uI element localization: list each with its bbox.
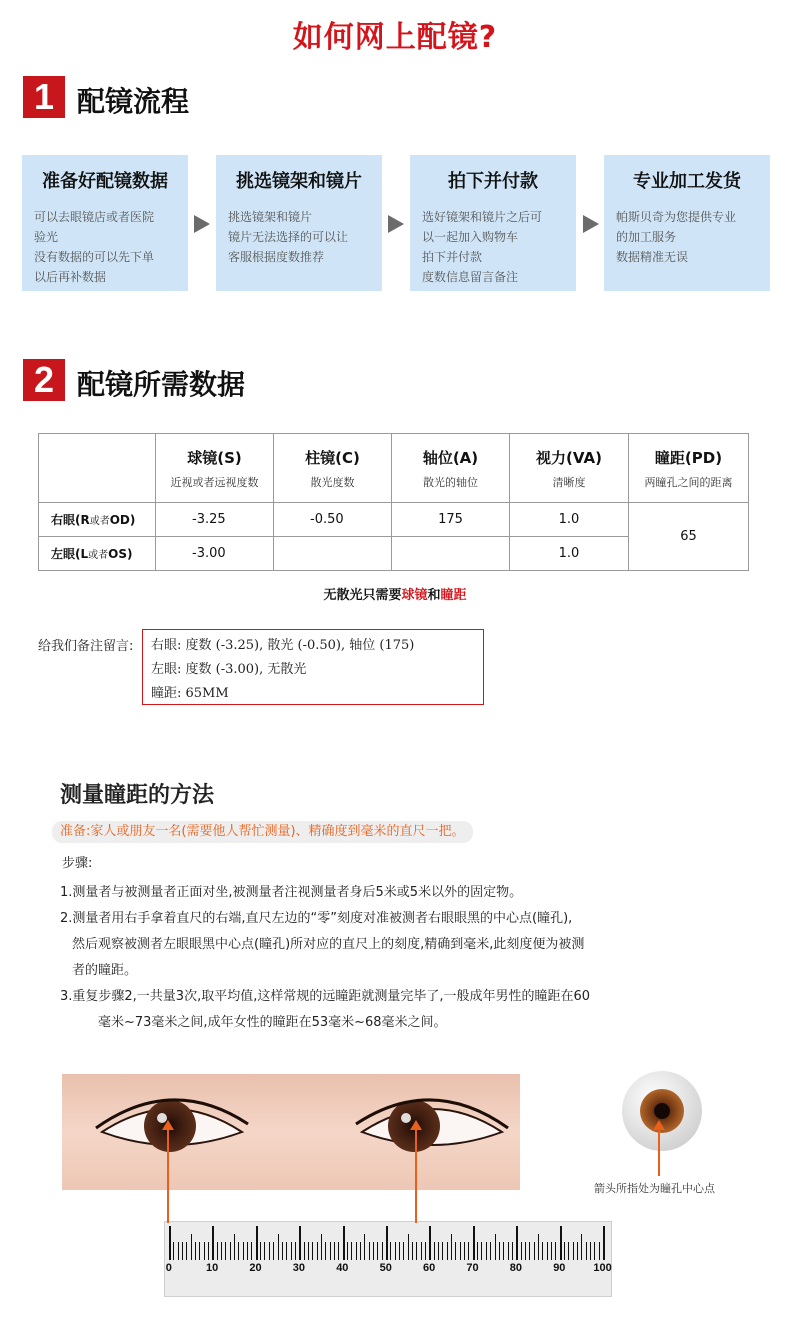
remark-line: 瞳距: 65MM (151, 686, 229, 701)
ruler-tick (525, 1242, 526, 1260)
section-1-number: 1 (23, 76, 65, 118)
ruler-tick (521, 1242, 522, 1260)
ruler-tick (386, 1226, 388, 1260)
ruler-tick (225, 1242, 226, 1260)
step-line: 没有数据的可以先下单 (34, 250, 155, 264)
ruler-tick (347, 1242, 348, 1260)
ruler-tick (586, 1242, 587, 1260)
ruler-tick (304, 1242, 305, 1260)
ruler-tick (212, 1226, 214, 1260)
ruler-tick (455, 1242, 456, 1260)
ruler-tick (256, 1226, 258, 1260)
ruler-tick (395, 1242, 396, 1260)
ruler-tick (451, 1234, 452, 1260)
remark-line: 左眼: 度数 (-3.00), 无散光 (151, 662, 307, 677)
ruler-tick (317, 1242, 318, 1260)
right-axis-value: 175 (392, 503, 510, 537)
ruler-tick (473, 1226, 475, 1260)
ruler-tick (325, 1242, 326, 1260)
ruler-tick (191, 1234, 192, 1260)
ruler-tick (186, 1242, 187, 1260)
ruler-tick (594, 1242, 595, 1260)
page-title: 如何网上配镜? (292, 20, 498, 55)
ruler-tick (377, 1242, 378, 1260)
ruler-tick (547, 1242, 548, 1260)
remark-sample-box (142, 629, 484, 705)
ruler-tick (399, 1242, 400, 1260)
ruler-tick (238, 1242, 239, 1260)
ruler-tick (369, 1242, 370, 1260)
ruler-tick (486, 1242, 487, 1260)
ruler-tick (542, 1242, 543, 1260)
ruler-tick (603, 1226, 605, 1260)
ruler-tick (278, 1234, 279, 1260)
table-corner-cell (39, 434, 156, 503)
measure-title: 测量瞳距的方法 (60, 783, 215, 808)
ruler-tick (468, 1242, 469, 1260)
ruler-tick (421, 1242, 422, 1260)
ruler-tick (282, 1242, 283, 1260)
step-line: 帕斯贝奇为您提供专业 (616, 210, 737, 224)
step-title: 专业加工发货 (633, 171, 741, 192)
ruler-tick (321, 1234, 322, 1260)
ruler-tick (204, 1242, 205, 1260)
left-axis-value (392, 537, 510, 571)
ruler-tick (382, 1242, 383, 1260)
ruler-tick (573, 1242, 574, 1260)
ruler-tick (464, 1242, 465, 1260)
step-title: 准备好配镜数据 (42, 171, 168, 192)
ruler-tick (230, 1242, 231, 1260)
header-pd: 瞳距(PD) 两瞳孔之间的距离 (629, 434, 749, 503)
ruler-tick (286, 1242, 287, 1260)
ruler-tick (364, 1234, 365, 1260)
step-line: 数据精准无误 (616, 250, 689, 264)
ruler-tick (590, 1242, 591, 1260)
header-va: 视力(VA) 清晰度 (510, 434, 629, 503)
ruler-tick (599, 1242, 600, 1260)
ruler-tick (481, 1242, 482, 1260)
ruler-label: 70 (466, 1262, 479, 1274)
step-text-line: 然后观察被测者左眼眼黑中心点(瞳孔)所对应的直尺上的刻度,精确到毫米,此刻度便为被测 (72, 937, 585, 952)
step-line: 以后再补数据 (34, 270, 107, 284)
ruler-tick (516, 1226, 518, 1260)
step-line: 的加工服务 (616, 230, 677, 244)
note-keyword-sphere: 球镜 (401, 588, 428, 603)
ruler-tick (269, 1242, 270, 1260)
section-2-title: 配镜所需数据 (77, 368, 246, 401)
ruler-tick (477, 1242, 478, 1260)
step-line: 以一起加入购物车 (422, 230, 519, 244)
pupil-arrow-line (658, 1126, 660, 1176)
ruler-tick (338, 1242, 339, 1260)
ruler-tick (412, 1242, 413, 1260)
step-text-line: 者的瞳距。 (72, 963, 138, 978)
section-1-title: 配镜流程 (77, 85, 190, 118)
arrow-right-icon (388, 215, 404, 233)
ruler-tick (356, 1242, 357, 1260)
ruler-tick (434, 1242, 435, 1260)
ruler-tick (564, 1242, 565, 1260)
remark-label: 给我们备注留言: (38, 639, 134, 654)
ruler-tick (555, 1242, 556, 1260)
ruler-tick (195, 1242, 196, 1260)
prescription-table (38, 433, 749, 571)
ruler-tick (208, 1242, 209, 1260)
process-step-2 (216, 155, 382, 291)
process-step-1 (22, 155, 188, 291)
ruler-tick (512, 1242, 513, 1260)
step-line: 选好镜架和镜片之后可 (422, 210, 543, 224)
right-sphere-value: -3.25 (156, 503, 274, 537)
ruler-tick (234, 1234, 235, 1260)
ruler-label: 0 (165, 1262, 172, 1274)
right-va-value: 1.0 (510, 503, 629, 537)
ruler-tick (308, 1242, 309, 1260)
left-eye-label: 左眼(L或者OS) (39, 537, 156, 571)
remark-line: 右眼: 度数 (-3.25), 散光 (-0.50), 轴位 (175) (151, 638, 415, 653)
step-text-line: 3.重复步骤2,一共量3次,取平均值,这样常规的远瞳距就测量完毕了,一般成年男性的瞳距在60 (60, 989, 591, 1004)
eyes-photo (62, 1074, 520, 1190)
ruler-tick (403, 1242, 404, 1260)
ruler-tick (247, 1242, 248, 1260)
pupil-caption: 箭头所指处为瞳孔中心点 (594, 1182, 715, 1195)
process-step-3 (410, 155, 576, 291)
step-text-line: 2.测量者用右手拿着直尺的右端,直尺左边的“零”刻度对准被测者右眼眼黑的中心点(瞳孔), (60, 911, 573, 926)
ruler-tick (273, 1242, 274, 1260)
ruler-tick (173, 1242, 174, 1260)
header-sphere: 球镜(S) 近视或者远视度数 (156, 434, 274, 503)
step-line: 客服根据度数推荐 (228, 250, 325, 264)
ruler-tick (442, 1242, 443, 1260)
left-cylinder-value (274, 537, 392, 571)
ruler-tick (373, 1242, 374, 1260)
ruler-tick (429, 1226, 431, 1260)
ruler-tick (312, 1242, 313, 1260)
ruler-tick (251, 1242, 252, 1260)
ruler-tick (438, 1242, 439, 1260)
ruler-tick (425, 1242, 426, 1260)
steps-label: 步骤: (62, 856, 93, 871)
left-va-value: 1.0 (510, 537, 629, 571)
ruler-tick (243, 1242, 244, 1260)
eyes-illustration (62, 1074, 520, 1190)
arrow-right-icon (194, 215, 210, 233)
no-astigmatism-note: 无散光只需要球镜和瞳距 (323, 588, 467, 603)
pupil-example-icon (620, 1069, 704, 1153)
arrow-up-icon (410, 1120, 422, 1130)
ruler-tick (534, 1242, 535, 1260)
ruler-tick (217, 1242, 218, 1260)
ruler-tick (169, 1226, 171, 1260)
ruler-tick (299, 1226, 301, 1260)
ruler-label: 30 (292, 1262, 306, 1274)
ruler-tick (568, 1242, 569, 1260)
ruler-tick (460, 1242, 461, 1260)
ruler-tick (260, 1242, 261, 1260)
left-pupil-arrow-line (167, 1127, 169, 1223)
process-step-4 (604, 155, 770, 291)
ruler-tick (508, 1242, 509, 1260)
ruler-tick (330, 1242, 331, 1260)
ruler-label: 60 (423, 1262, 436, 1274)
left-sphere-value: -3.00 (156, 537, 274, 571)
ruler-label: 50 (379, 1262, 392, 1274)
ruler-tick (503, 1242, 504, 1260)
ruler (164, 1221, 612, 1297)
note-keyword-pd: 瞳距 (440, 588, 467, 603)
step-line: 镜片无法选择的可以让 (228, 230, 349, 244)
right-eye-label: 右眼(R或者OD) (39, 503, 156, 537)
ruler-tick (343, 1226, 345, 1260)
step-title: 挑选镜架和镜片 (236, 171, 362, 192)
header-cylinder: 柱镜(C) 散光度数 (274, 434, 392, 503)
step-line: 可以去眼镜店或者医院 (34, 210, 155, 224)
ruler-tick (490, 1242, 491, 1260)
ruler-tick (581, 1234, 582, 1260)
arrow-up-icon (162, 1120, 174, 1130)
ruler-tick (360, 1242, 361, 1260)
ruler-tick (199, 1242, 200, 1260)
step-line: 验光 (34, 230, 59, 244)
step-line: 拍下并付款 (422, 250, 483, 264)
ruler-tick (264, 1242, 265, 1260)
step-text-line: 毫米~73毫米之间,成年女性的瞳距在53毫米~68毫米之间。 (98, 1015, 447, 1030)
arrow-right-icon (583, 215, 599, 233)
step-title: 拍下并付款 (448, 171, 538, 192)
ruler-tick (447, 1242, 448, 1260)
arrow-up-icon (653, 1120, 665, 1130)
ruler-tick (221, 1242, 222, 1260)
section-2-number: 2 (23, 359, 65, 401)
header-axis: 轴位(A) 散光的轴位 (392, 434, 510, 503)
ruler-tick (495, 1234, 496, 1260)
ruler-tick (295, 1242, 296, 1260)
pd-value: 65 (629, 503, 749, 571)
ruler-tick (182, 1242, 183, 1260)
ruler-tick (529, 1242, 530, 1260)
ruler-label: 100 (593, 1262, 612, 1274)
ruler-label: 10 (206, 1262, 219, 1274)
ruler-tick (291, 1242, 292, 1260)
ruler-tick (577, 1242, 578, 1260)
ruler-tick (416, 1242, 417, 1260)
ruler-tick (334, 1242, 335, 1260)
ruler-tick (390, 1242, 391, 1260)
ruler-label: 90 (553, 1262, 566, 1274)
preparation-note: 准备:家人或朋友一名(需要他人帮忙测量)、精确度到毫米的直尺一把。 (52, 821, 473, 843)
ruler-label: 40 (336, 1262, 349, 1274)
ruler-tick (538, 1234, 539, 1260)
ruler-tick (351, 1242, 352, 1260)
measure-steps (60, 880, 760, 1036)
step-line: 挑选镜架和镜片 (228, 210, 313, 224)
table-row-right-eye (39, 503, 749, 537)
ruler-tick (178, 1242, 179, 1260)
step-text-line: 1.测量者与被测量者正面对坐,被测量者注视测量者身后5米或5米以外的固定物。 (60, 885, 523, 900)
ruler-label: 80 (509, 1262, 523, 1274)
ruler-label: 20 (249, 1262, 262, 1274)
ruler-tick (499, 1242, 500, 1260)
ruler-tick (551, 1242, 552, 1260)
step-line: 度数信息留言备注 (422, 270, 519, 284)
right-cylinder-value: -0.50 (274, 503, 392, 537)
ruler-tick (408, 1234, 409, 1260)
ruler-tick (560, 1226, 562, 1260)
right-pupil-arrow-line (415, 1127, 417, 1223)
